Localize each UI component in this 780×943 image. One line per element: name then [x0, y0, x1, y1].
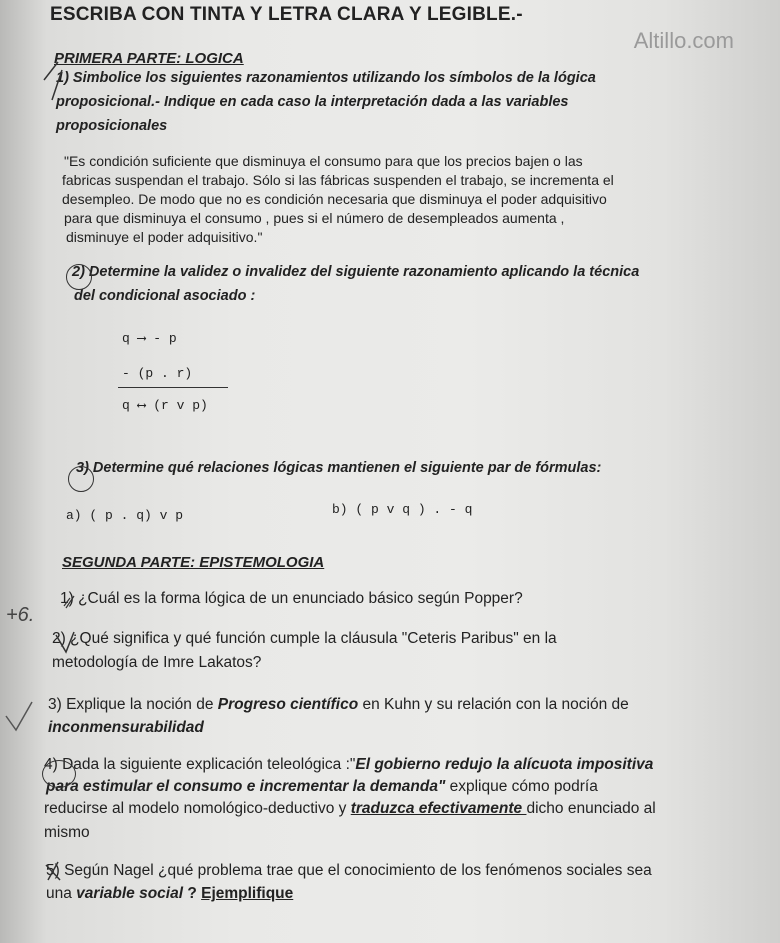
part2-q4-line4: mismo: [44, 824, 90, 841]
premise-2: - (p . r): [122, 366, 193, 381]
part2-q2-line2: metodología de Imre Lakatos?: [52, 654, 262, 671]
conclusion: q ⟷ (r v p): [122, 398, 208, 413]
part1-title: PRIMERA PARTE: LOGICA: [54, 50, 244, 67]
q4-text-4: dicho enunciado al: [526, 800, 656, 817]
part1-q1-line1: 1) Simbolice los siguientes razonamientos utilizando los símbolos de la lógica: [56, 70, 596, 86]
formula-a: a) ( p . q) v p: [66, 508, 184, 523]
reasoning-text-line4: para que disminuya el consumo , pues si el número de desempleados aumenta ,: [64, 210, 565, 226]
q5-text: una: [46, 885, 77, 902]
q5-ejemplifique: Ejemplifique: [201, 885, 294, 902]
q3-text: 3) Explique la noción de: [48, 696, 218, 713]
q4-text: 4) Dada la siguiente explicación teleológica :": [44, 756, 356, 773]
q3-term: inconmensurabilidad: [48, 719, 204, 736]
watermark: Altillo.com: [633, 28, 734, 53]
reasoning-text-line1: "Es condición suficiente que disminuya el consumo para que los precios bajen o las: [64, 153, 583, 169]
reasoning-text-line2: fabricas suspendan el trabajo. Sólo si las fábricas suspenden el trabajo, se incrementa el: [62, 172, 614, 188]
part1-q1-line2: proposicional.- Indique en cada caso la interpretación dada a las variables: [56, 94, 569, 110]
handwritten-margin-note: +6.: [6, 604, 35, 626]
part2-q1: 1) ¿Cuál es la forma lógica de un enunciado básico según Popper?: [60, 590, 523, 607]
q3-text-cont: en Kuhn y su relación con la noción de: [358, 696, 629, 713]
premise-1: q ⟶ - p: [122, 331, 177, 346]
part1-q2-line1: 2) Determine la validez o invalidez del siguiente razonamiento aplicando la técnica: [72, 264, 640, 280]
q4-quote-cont: para estimular el consumo e incrementar la demanda": [46, 778, 446, 795]
reasoning-text-line5: disminuye el poder adquisitivo.": [66, 229, 263, 245]
part1-q2-line2: del condicional asociado :: [74, 288, 256, 304]
q4-text-cont: explique cómo podría: [445, 778, 598, 795]
part2-title: SEGUNDA PARTE: EPISTEMOLOGIA: [62, 554, 325, 571]
part2-q2-line1: 2) ¿Qué significa y qué función cumple la cláusula "Ceteris Paribus" en la: [52, 630, 557, 647]
q4-text-3: reducirse al modelo nomológico-deductivo y: [44, 800, 351, 817]
reasoning-text-line3: desempleo. De modo que no es condición necesaria que disminuya el poder adquisitivo: [62, 191, 607, 207]
part1-q3: 3) Determine qué relaciones lógicas mantienen el siguiente par de fórmulas:: [76, 460, 602, 476]
exam-header: ESCRIBA CON TINTA Y LETRA CLARA Y LEGIBLE.-: [50, 4, 523, 25]
q3-emphasis: Progreso científico: [217, 696, 359, 713]
q5-qmark: ?: [183, 885, 202, 902]
formula-b: b) ( p v q ) . - q: [332, 502, 473, 517]
q4-quote: El gobierno redujo la alícuota impositiva: [355, 756, 654, 773]
q4-emphasis: traduzca efectivamente: [350, 800, 527, 817]
part1-q1-line3: proposicionales: [56, 118, 168, 134]
part2-q5-line1: 5) Según Nagel ¿qué problema trae que el conocimiento de los fenómenos sociales sea: [46, 862, 652, 879]
q5-emphasis: variable social: [76, 885, 184, 902]
